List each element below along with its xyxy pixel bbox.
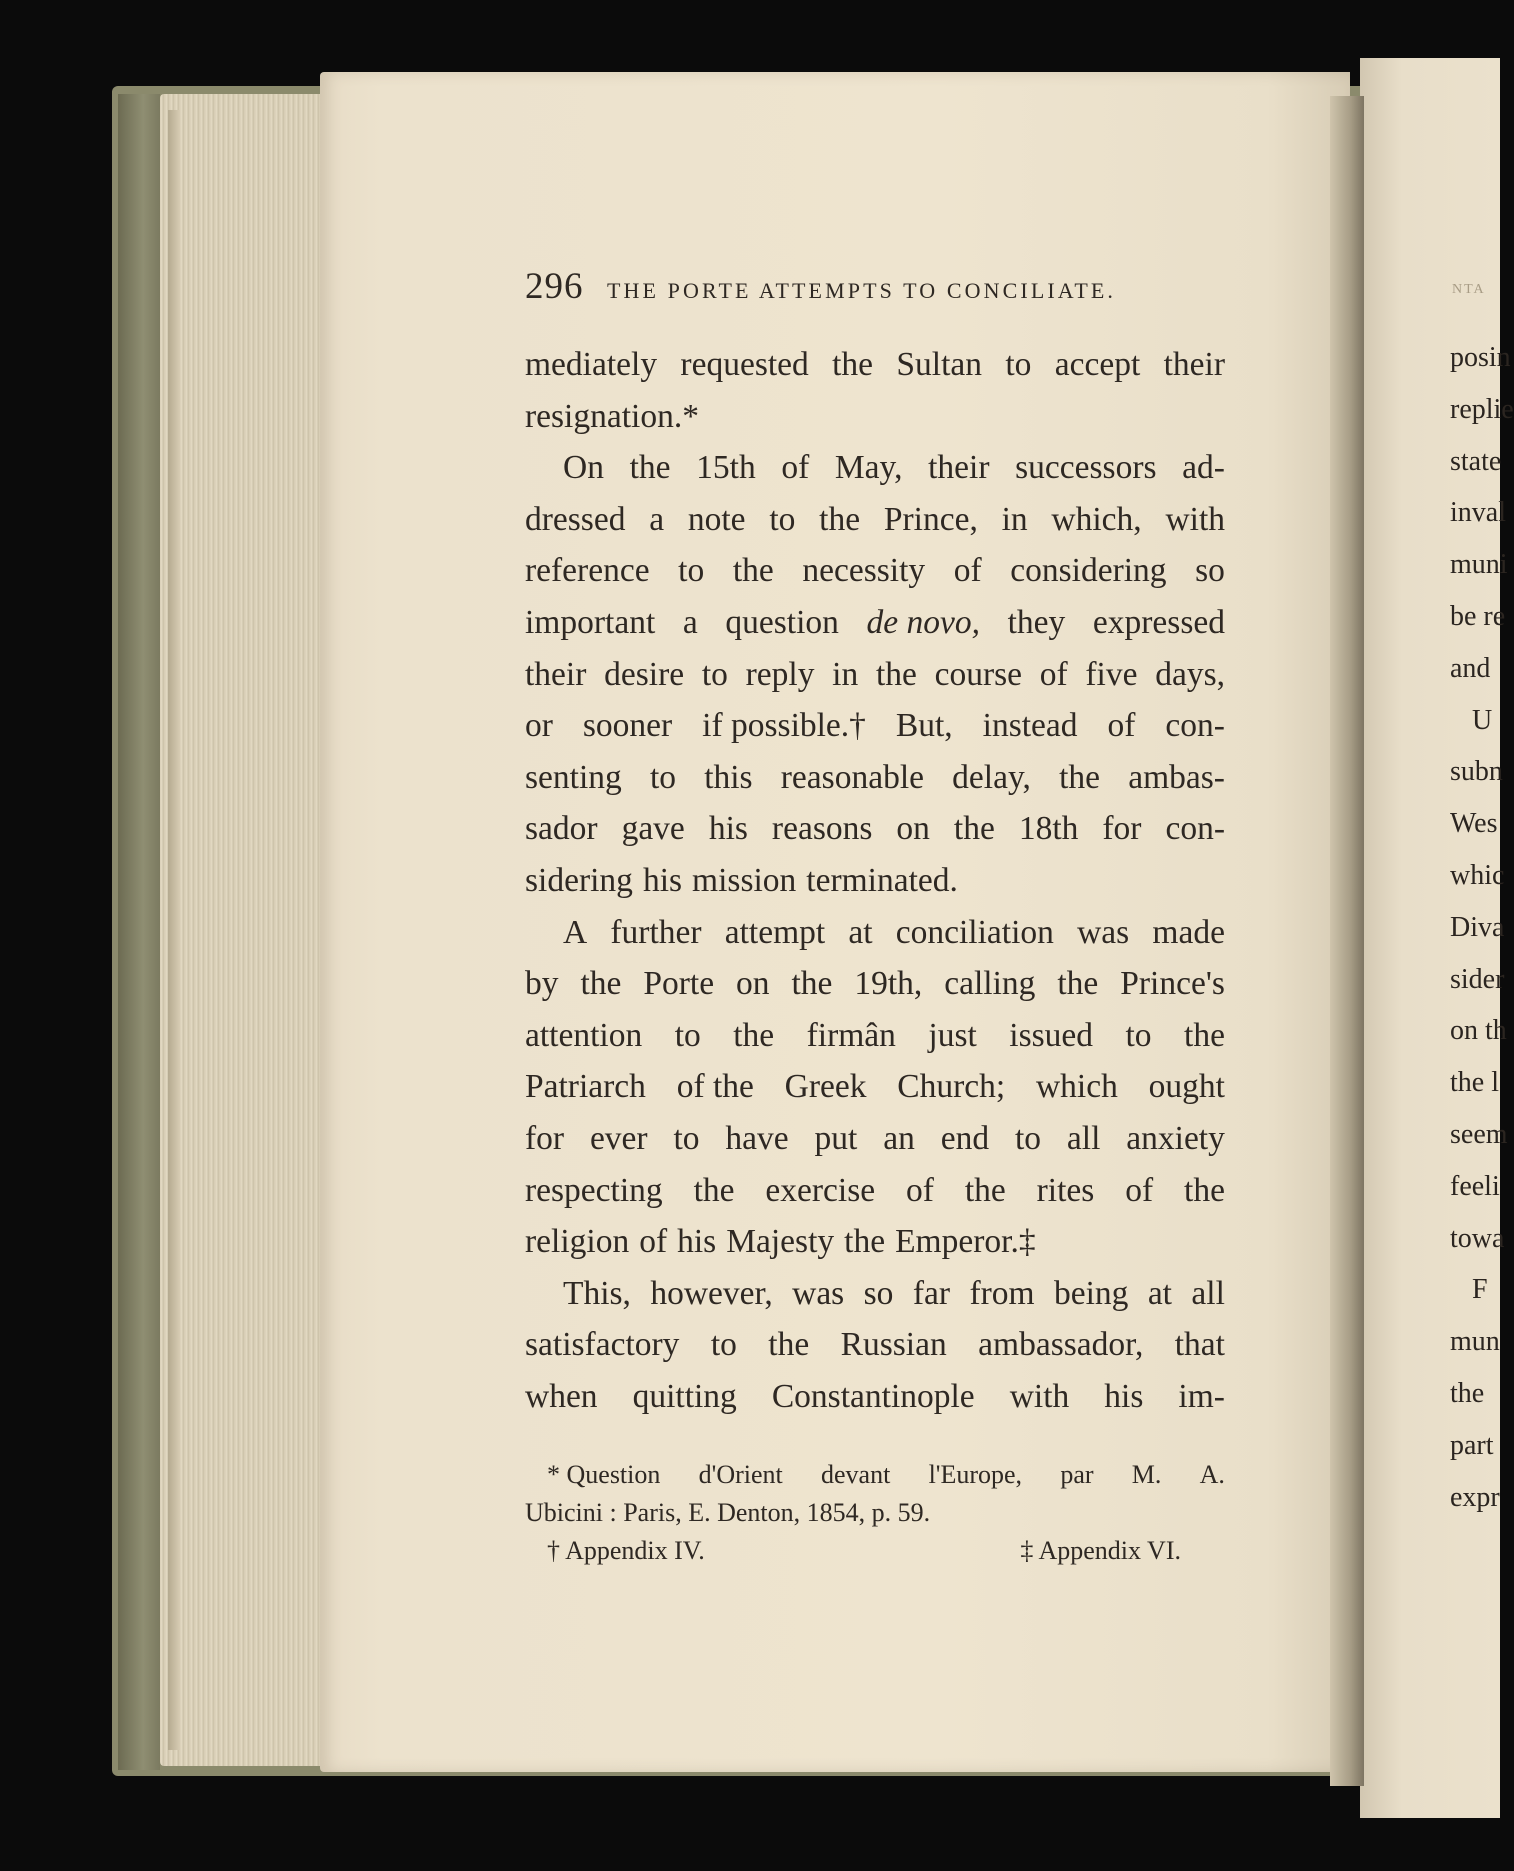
word: desire [604, 655, 685, 693]
facing-page-line: and [1450, 652, 1491, 684]
word: the [964, 1171, 1006, 1209]
facing-page-line: part [1450, 1429, 1494, 1461]
word: the [732, 552, 774, 590]
facing-page-line: replie [1450, 393, 1514, 425]
word: on [736, 965, 770, 1003]
word: was [792, 1274, 845, 1312]
word: mission [692, 861, 797, 899]
text-line [525, 752, 1225, 804]
word: ad- [1182, 449, 1225, 487]
word: ever [589, 1119, 648, 1157]
word: of [1039, 655, 1068, 693]
word: all [1191, 1274, 1225, 1312]
word: of [953, 552, 982, 590]
text-line [525, 494, 1225, 546]
word: a [682, 603, 698, 641]
word: further [610, 913, 702, 951]
facing-page-line: towa [1450, 1222, 1505, 1254]
text-line [525, 958, 1225, 1010]
word: Church; [897, 1068, 1006, 1106]
word: to [1125, 1016, 1152, 1054]
facing-page-line: the l [1450, 1067, 1499, 1099]
word: of the [676, 1068, 754, 1106]
word: of [639, 1223, 668, 1261]
word: Sultan [896, 346, 982, 383]
facing-page-line: seem [1450, 1118, 1508, 1150]
word: reasonable [780, 758, 924, 796]
text-line [525, 545, 1225, 597]
word: reference [525, 552, 650, 590]
word: successors [1015, 449, 1157, 487]
word: the [875, 655, 917, 693]
word: the [768, 1326, 810, 1364]
word: on [896, 810, 930, 848]
facing-page-line: sider [1450, 963, 1505, 995]
footnote-appendix-refs [525, 1532, 1225, 1570]
word: resignation.* [525, 397, 699, 435]
word: senting [525, 758, 622, 796]
word: terminated. [806, 861, 958, 899]
text-line [525, 391, 1225, 443]
word: the [1184, 1171, 1225, 1209]
word: expressed [1092, 603, 1225, 641]
word: delay, [952, 758, 1031, 796]
word: a [649, 500, 665, 538]
word: the [1059, 758, 1101, 796]
footnote-word: d'Orient [698, 1460, 783, 1490]
word: or [525, 707, 553, 745]
word: all [1066, 1119, 1101, 1157]
text-line [525, 1061, 1225, 1113]
footnote-word: A. [1199, 1460, 1225, 1490]
word: necessity [802, 552, 926, 590]
word: 19th, [854, 965, 923, 1003]
word: the [832, 346, 874, 383]
word: Prince, [883, 500, 978, 538]
facing-page-line: muni [1450, 549, 1508, 581]
word: de novo, [866, 603, 980, 641]
word: sooner [582, 707, 673, 745]
text-line [525, 1371, 1225, 1423]
facing-page-text [1450, 332, 1514, 1523]
word: question [725, 603, 839, 641]
text-line [525, 597, 1225, 649]
word: Russian [840, 1326, 947, 1364]
page-block-edges [160, 94, 330, 1766]
word: calling [944, 965, 1036, 1003]
word: to [1005, 346, 1032, 383]
facing-page-line: expr [1450, 1481, 1500, 1513]
word: to [678, 552, 705, 590]
word: 18th [1018, 810, 1079, 848]
word: Greek [784, 1068, 867, 1106]
word: exercise [765, 1171, 876, 1209]
word: to [673, 1119, 700, 1157]
word: mediately [525, 346, 658, 383]
word: for [1102, 810, 1142, 848]
word: his [708, 810, 748, 848]
word: by [525, 965, 559, 1003]
footnote-star-line-2 [525, 1494, 1225, 1532]
word: sidering [525, 861, 633, 899]
word: 15th [696, 449, 756, 487]
word: the [819, 500, 861, 538]
word: On [563, 449, 604, 487]
body-text [525, 339, 1225, 1422]
word: Constantinople [771, 1377, 975, 1415]
word: if possible.† [702, 707, 866, 745]
text-line [525, 1319, 1225, 1371]
word: end [940, 1119, 990, 1157]
word: of [906, 1171, 934, 1209]
word: the [629, 449, 671, 487]
text-line [525, 855, 1225, 907]
facing-page-line: inval [1450, 497, 1506, 529]
word: the [1057, 965, 1099, 1003]
footnote-double-dagger: ‡ Appendix VI. [1020, 1536, 1181, 1566]
word: this [704, 758, 753, 796]
facing-page-line: posin [1450, 342, 1511, 373]
word: important [525, 603, 656, 641]
footnote-star-source: Ubicini : Paris, E. Denton, 1854, p. 59. [525, 1498, 931, 1528]
word: rites [1036, 1171, 1095, 1209]
word: for [525, 1119, 565, 1157]
word: made [1152, 913, 1225, 951]
word: being [1053, 1274, 1129, 1312]
word: satisfactory [525, 1326, 680, 1364]
word: the [1184, 1016, 1225, 1054]
word: they [1007, 603, 1066, 641]
word: dressed [525, 500, 626, 538]
word: in [1001, 500, 1028, 538]
word: gave [621, 810, 685, 848]
word: the [580, 965, 622, 1003]
word: far [912, 1274, 951, 1312]
word: with [1009, 1377, 1070, 1415]
word: the [693, 1171, 735, 1209]
word: conciliation [895, 913, 1054, 951]
word: to [769, 500, 796, 538]
text-line [525, 1268, 1225, 1320]
word: the [791, 965, 833, 1003]
word: Majesty [726, 1223, 835, 1261]
word: their [928, 449, 990, 487]
word: was [1077, 913, 1130, 951]
word: im- [1178, 1377, 1225, 1415]
word: May, [834, 449, 903, 487]
facing-page-line: be re [1450, 600, 1506, 632]
book-gutter [1330, 96, 1364, 1786]
word: to [649, 758, 677, 796]
word: in [832, 655, 859, 693]
word: when [525, 1377, 598, 1415]
word: Porte [643, 965, 715, 1003]
footnote-word: par [1060, 1460, 1094, 1490]
footnote-word: * Question [547, 1460, 661, 1490]
word: which [1035, 1068, 1118, 1106]
word: from [969, 1274, 1035, 1312]
facing-page-line: Wes [1450, 808, 1498, 840]
word: attention [525, 1016, 643, 1054]
text-line [525, 442, 1225, 494]
word: respecting [525, 1171, 663, 1209]
word: of [781, 449, 810, 487]
word: ambassador, [978, 1326, 1144, 1364]
word: instead [982, 707, 1078, 745]
word: A [563, 913, 588, 951]
word: his [1104, 1377, 1144, 1415]
facing-page-line: feeli [1450, 1170, 1500, 1202]
word: firmân [806, 1016, 896, 1054]
text-line [525, 1113, 1225, 1165]
footnote-word: devant [821, 1460, 891, 1490]
word: considering [1010, 552, 1167, 590]
word: their [525, 655, 587, 693]
word: to [710, 1326, 737, 1364]
word: This, [563, 1274, 631, 1312]
word: put [814, 1119, 858, 1157]
facing-page-line: subn [1450, 756, 1503, 788]
word: issued [1009, 1016, 1094, 1054]
word: the [953, 810, 995, 848]
footnote-word: M. [1131, 1460, 1162, 1490]
word: of [1107, 707, 1136, 745]
word: which, [1051, 500, 1142, 538]
word: But, [895, 707, 953, 745]
word: the [733, 1016, 775, 1054]
facing-page-line: on th [1450, 1015, 1507, 1047]
word: an [883, 1119, 915, 1157]
word: have [725, 1119, 789, 1157]
page-text-block [525, 265, 1225, 1570]
word: sador [525, 810, 598, 848]
word: reply [745, 655, 815, 693]
word: accept [1054, 346, 1141, 383]
text-line [525, 1216, 1225, 1268]
word: with [1165, 500, 1225, 538]
word: just [928, 1016, 977, 1054]
word: however, [650, 1274, 773, 1312]
page-block-rib [168, 110, 180, 1750]
running-head [525, 265, 1225, 317]
word: their [1163, 346, 1225, 383]
footnotes [525, 1456, 1225, 1570]
word: ambas- [1128, 758, 1225, 796]
facing-page-running-head: NTA [1452, 282, 1486, 297]
word: Prince's [1120, 965, 1225, 1003]
facing-page-line: state [1450, 445, 1502, 477]
word: to [701, 655, 728, 693]
facing-page-line: the [1450, 1377, 1485, 1409]
word: Emperor.‡ [895, 1223, 1036, 1261]
footnote-dagger: † Appendix IV. [547, 1536, 705, 1566]
word: so [863, 1274, 894, 1312]
text-line [525, 1165, 1225, 1217]
word: days, [1155, 655, 1225, 693]
word: anxiety [1126, 1119, 1225, 1157]
word: at [1147, 1274, 1172, 1312]
word: to [674, 1016, 701, 1054]
text-line [525, 339, 1225, 391]
text-line [525, 907, 1225, 959]
word: requested [680, 346, 809, 383]
facing-page-line: whic [1450, 859, 1505, 891]
word: of [1125, 1171, 1154, 1209]
footnote-word: l'Europe, [928, 1460, 1023, 1490]
page-number: 296 [525, 266, 584, 307]
text-line [525, 1010, 1225, 1062]
word: quitting [632, 1377, 737, 1415]
facing-page-line: mun [1450, 1326, 1500, 1358]
word: so [1195, 552, 1225, 590]
word: con- [1165, 707, 1225, 745]
facing-page-line: U [1472, 704, 1493, 736]
text-line [525, 649, 1225, 701]
cover-edge [118, 94, 160, 1770]
word: ought [1148, 1068, 1225, 1106]
facing-page-line: Diva [1450, 911, 1505, 943]
word: reasons [771, 810, 873, 848]
word: Patriarch [525, 1068, 646, 1106]
running-title: THE PORTE ATTEMPTS TO CONCILIATE. [607, 278, 1117, 303]
word: course [934, 655, 1023, 693]
word: attempt [724, 913, 826, 951]
footnote-star-line-1 [525, 1456, 1225, 1494]
word: his [642, 861, 683, 899]
text-line [525, 700, 1225, 752]
word: his [677, 1223, 717, 1261]
word: the [844, 1223, 886, 1261]
word: five [1085, 655, 1138, 693]
facing-page-line: F [1472, 1274, 1488, 1306]
text-line [525, 803, 1225, 855]
word: note [687, 500, 746, 538]
word: at [848, 913, 873, 951]
word: religion [525, 1223, 630, 1261]
word: to [1014, 1119, 1042, 1157]
word: con- [1165, 810, 1225, 848]
word: that [1174, 1326, 1225, 1364]
